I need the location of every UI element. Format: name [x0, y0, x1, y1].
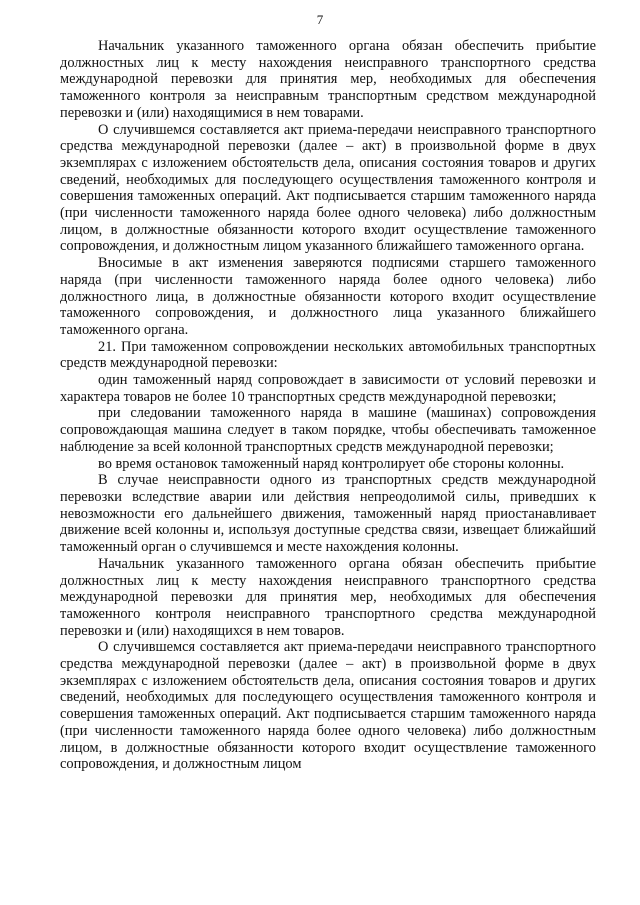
paragraph-chief-obligation-column: Начальник указанного таможенного органа обязан обеспечить прибытие должностных лиц к месту нахождения неисправного транспортного средства международной перевозки для принятия мер, необходимых для обеспечения таможенного контроля неисправного транспортного средства международной перевозки и (или) находящихся в нем товаров.	[60, 555, 596, 639]
paragraph-chief-obligation: Начальник указанного таможенного органа обязан обеспечить прибытие должностных лиц к месту нахождения неисправного транспортного средства международной перевозки для принятия мер, необходимых для обеспечения таможенного контроля за неисправным транспортным средством международной перевозки и (или) находящимися в нем товарами.	[60, 38, 596, 121]
document-body	[60, 38, 596, 773]
paragraph-transfer-act: О случившемся составляется акт приема-передачи неисправного транспортного средства международной перевозки (далее – акт) в произвольной форме в двух экземплярах с изложением обстоятельств дела, описания состояния товаров и других сведений, необходимых для последующего осуществления таможенного контроля и совершения таможенных операций. Акт подписывается старшим таможенного наряда (при численности таможенного наряда более одного человека) либо должностным лицом, в должностные обязанности которого входит осуществление таможенного сопровождения, и должностным лицом указанного ближайшего таможенного органа.	[60, 121, 596, 255]
page-number: 7	[316, 12, 324, 27]
paragraph-section-21: 21. При таможенном сопровождении нескольких автомобильных транспортных средств международной перевозки:	[60, 338, 596, 372]
paragraph-stops-control: во время остановок таможенный наряд контролирует обе стороны колонны.	[98, 455, 565, 472]
paragraph-escort-vehicle-order: при следовании таможенного наряда в машине (машинах) сопровождения сопровождающая машина следует в таком порядке, чтобы обеспечивать таможенное наблюдение за всей колонной транспортных средств международной перевозки;	[60, 405, 596, 455]
paragraph-transfer-act-column: О случившемся составляется акт приема-передачи неисправного транспортного средства международной перевозки (далее – акт) в произвольной форме в двух экземплярах с изложением обстоятельств дела, описания состояния товаров и других сведений, необходимых для последующего осуществления таможенного контроля и совершения таможенных операций. Акт подписывается старшим таможенного наряда (при численности таможенного наряда более одного человека) либо должностным лицом, в должностные обязанности которого входит осуществление таможенного сопровождения, и должностным лицом	[60, 639, 596, 773]
paragraph-act-changes: Вносимые в акт изменения заверяются подписями старшего таможенного наряда (при численности таможенного наряда более одного человека) либо должностного лица, в должностные обязанности которого входит осуществление таможенного сопровождения, и должностного лица указанного ближайшего таможенного органа.	[60, 255, 596, 338]
paragraph-column-malfunction: В случае неисправности одного из транспортных средств международной перевозки вследствие аварии или действия непреодолимой силы, приведших к невозможности его дальнейшего движения, таможенный наряд приостанавливает движение всей колонны и, используя доступные средства связи, извещает ближайший таможенный орган о случившемся и месте нахождения колонны.	[60, 472, 596, 556]
paragraph-escort-limit: один таможенный наряд сопровождает в зависимости от условий перевозки и характера товаров не более 10 транспортных средств международной перевозки;	[60, 372, 596, 405]
